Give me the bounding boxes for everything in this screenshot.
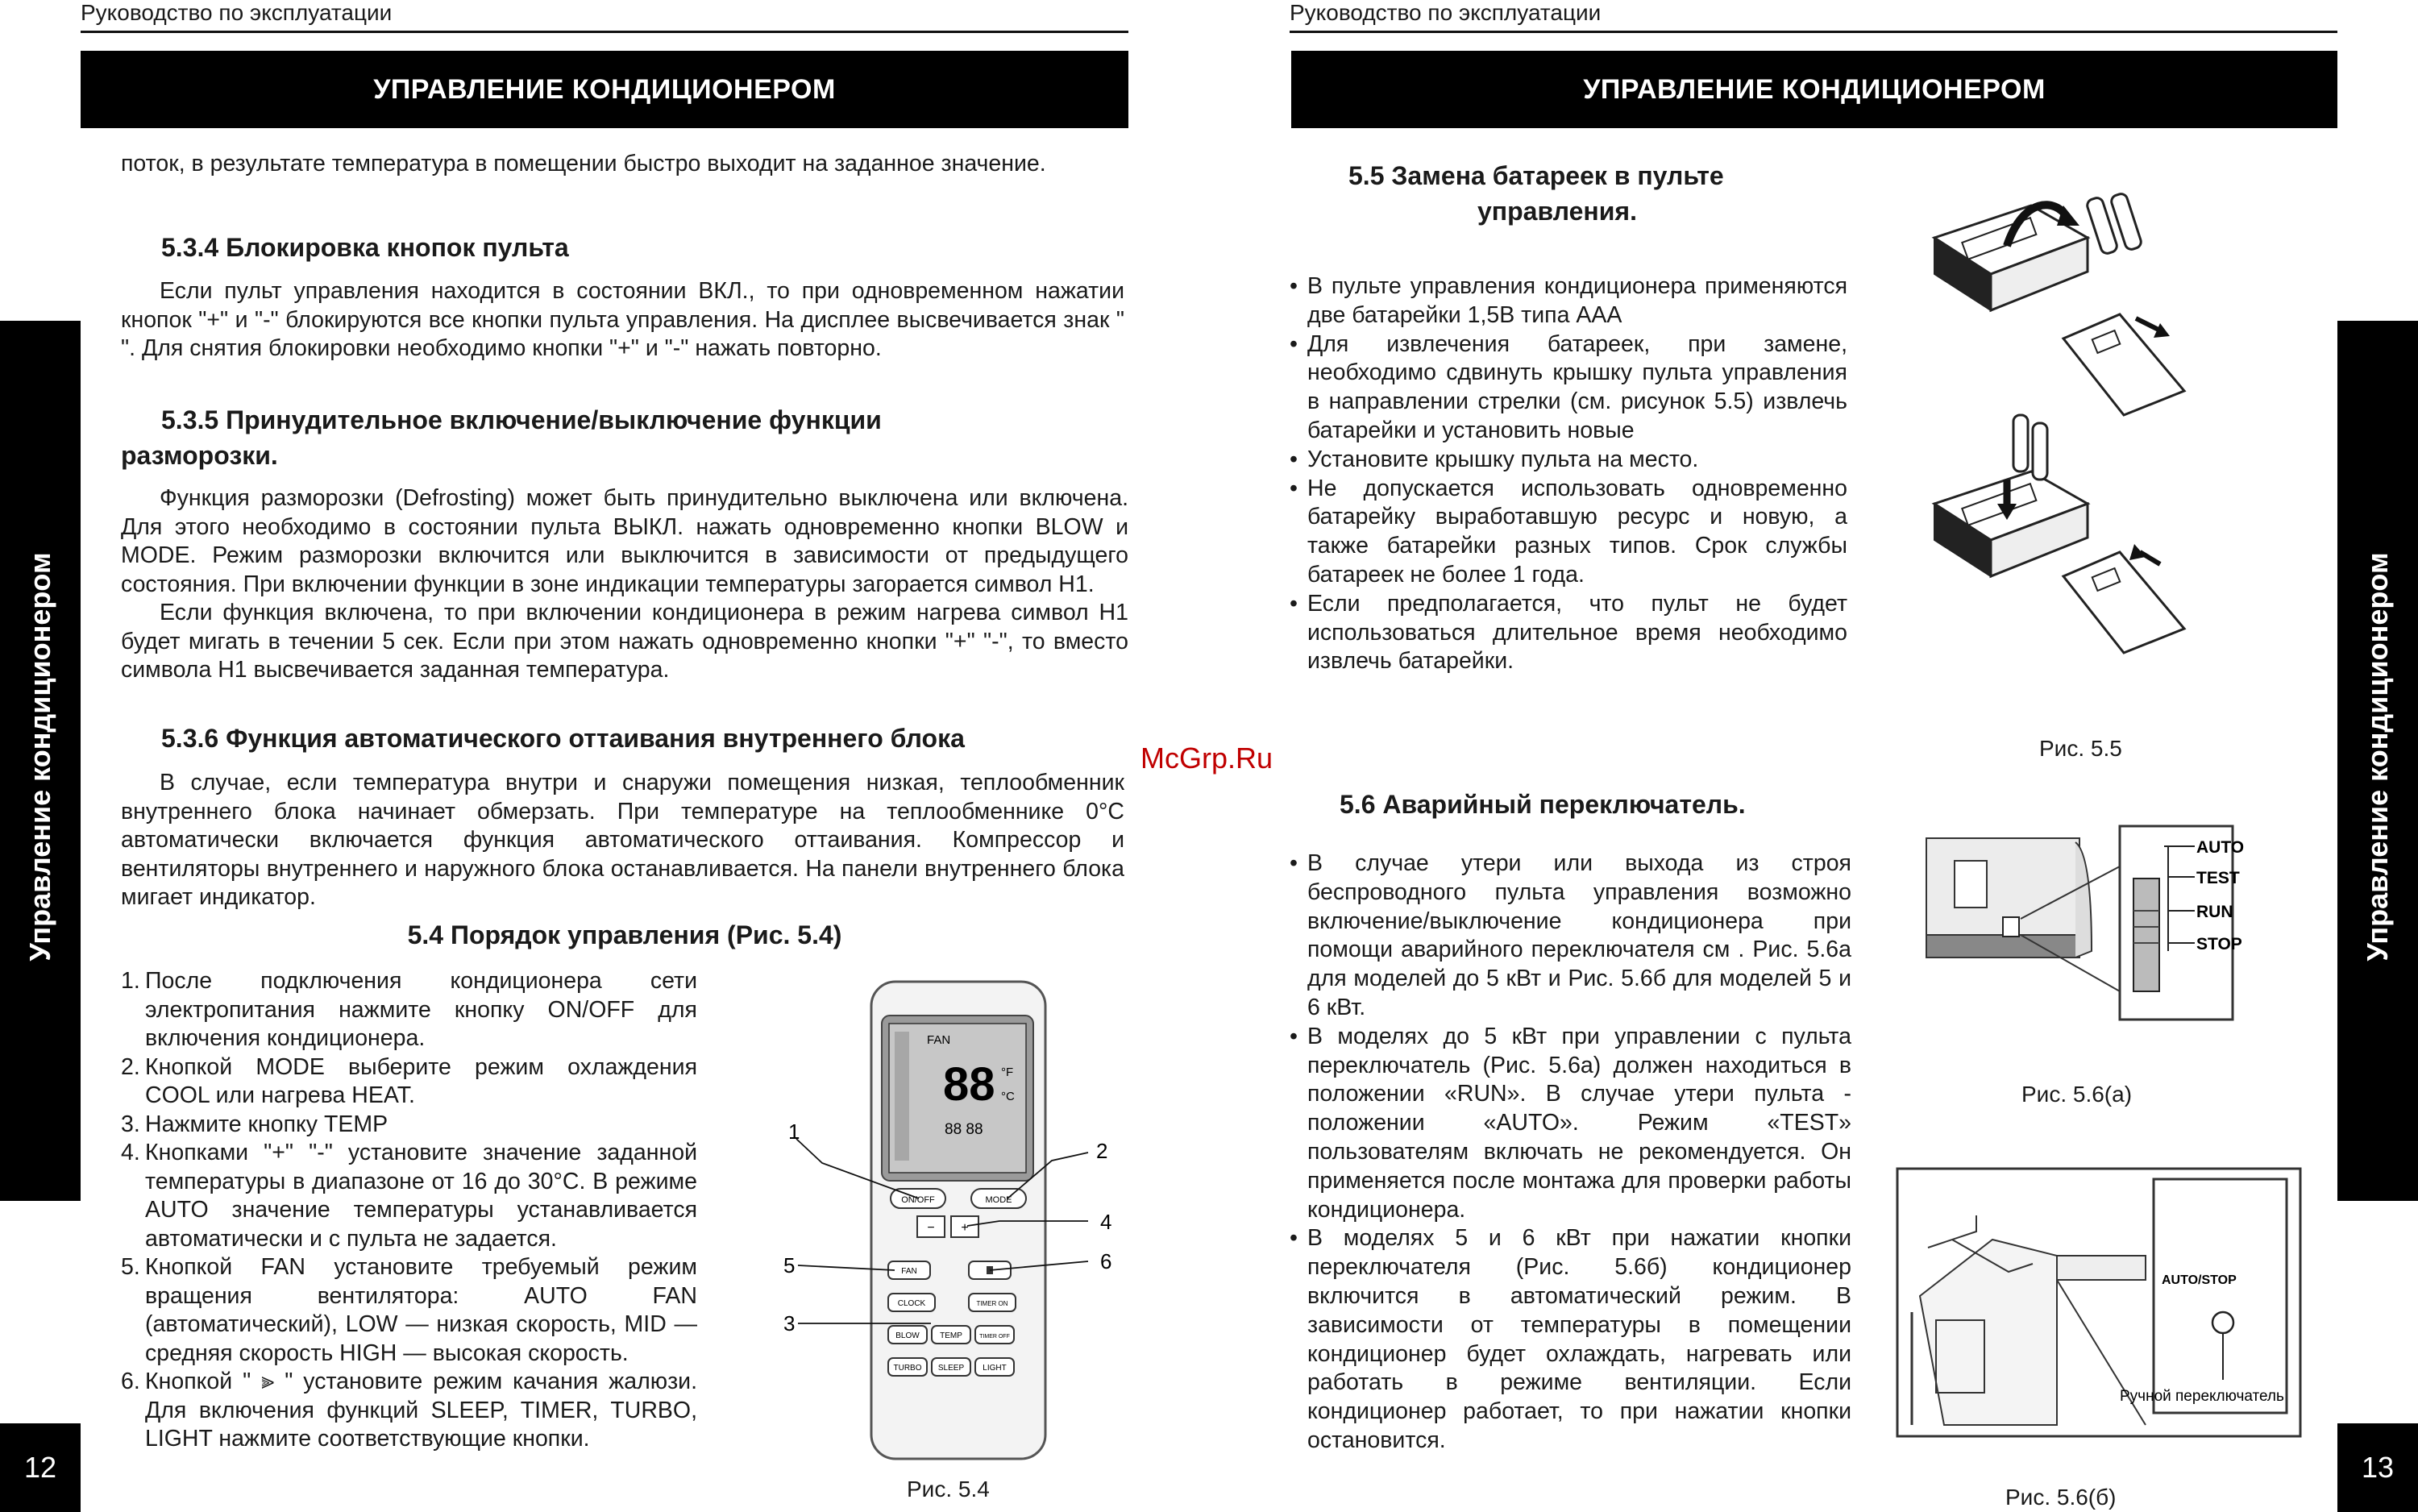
switch-slider[interactable] (2133, 879, 2159, 991)
auto-stop-label: AUTO/STOP (2162, 1273, 2237, 1287)
display-unit-c: °C (1001, 1090, 1015, 1103)
watermark: McGrp.Ru (1140, 741, 1273, 775)
switch-figure-b (1896, 1167, 2307, 1441)
section-5-5-title-line2: управления. (1477, 197, 1637, 226)
list-item: • Не допускается использовать одновременно батарейку выработавшую ресурс и новую, а также батарейки разных типов. Срок службы батареек не более 1 года. (1290, 475, 1847, 588)
left-section-banner: УПРАВЛЕНИЕ КОНДИЦИОНЕРОМ (81, 51, 1128, 128)
list-item: 6. Кнопкой " ⫸ " установите режим качания жалюзи. Для включения функций SLEEP, TIMER, TURBO, LIGHT нажмите соответствующие кнопки. (121, 1369, 697, 1452)
intro-paragraph: поток, в результате температура в помещении быстро выходит на заданное значение. (121, 151, 1046, 177)
list-item: 2. Кнопкой MODE выберите режим охлаждения COOL или нагрева HEAT. (121, 1053, 697, 1108)
fan-button-label: FAN (901, 1267, 917, 1276)
list-item: • В случае утери или выхода из строя беспроводного пульта управления возможно включение/выключение кондиционера при помощи аварийного переключателя см . Рис. 5.6а для моделей до 5 кВт и Рис. 5.6б для моделей 5 и 6 кВт. (1290, 850, 1851, 1020)
temp-button-label: TEMP (940, 1331, 962, 1340)
list-item: • Установите крышку пульта на место. (1290, 446, 1699, 472)
display-fan-label: FAN (927, 1033, 951, 1047)
manual-switch-pointer-label: Ручной переключатель (2120, 1388, 2284, 1405)
section-5-5-title-line1: 5.5 Замена батареек в пульте (1348, 161, 1724, 190)
section-5-6-title: 5.6 Аварийный переключатель. (1340, 790, 1746, 819)
callout-1: 1 (788, 1119, 800, 1144)
figure-5-4-caption: Рис. 5.4 (907, 1477, 990, 1502)
left-head-rule (81, 31, 1128, 33)
battery-bullets (1291, 272, 1847, 676)
display-unit-f: °F (1001, 1065, 1014, 1079)
switch-label-run: RUN (2196, 903, 2233, 921)
battery-step-top (1934, 193, 2184, 415)
on-off-button-label: ON/OFF (901, 1195, 935, 1205)
callout-3: 3 (783, 1311, 796, 1335)
right-section-banner: УПРАВЛЕНИЕ КОНДИЦИОНЕРОМ (1291, 51, 2337, 128)
remote-control-figure (766, 971, 1120, 1471)
switch-label-test: TEST (2196, 869, 2240, 887)
section-5-3-5-title-line1: 5.3.5 Принудительное включение/выключение функции (161, 405, 882, 434)
list-item: 3. Нажмите кнопку TEMP (121, 1111, 388, 1137)
timer-on-button-label: TIMER ON (976, 1300, 1008, 1307)
left-side-tab (0, 321, 81, 1201)
callout-4: 4 (1100, 1210, 1112, 1234)
left-running-head: Руководство по эксплуатации (81, 0, 393, 25)
right-side-tab-label: Управление кондиционером (2361, 552, 2394, 962)
control-steps-list (121, 967, 697, 1454)
mode-button-label: MODE (985, 1195, 1012, 1205)
switch-panel-zoom (2154, 1179, 2287, 1413)
list-item: • В моделях 5 и 6 кВт при нажатии кнопки переключателя (Рис. 5.6б) кондиционер включится в автоматический режим. В зависимости от температуры в помещении кондиционер будет охлаждать, нагревать или работать в режиме вентиляции. Если кондиционер работает, то при нажатии кнопки остановится. (1290, 1225, 1851, 1453)
section-5-3-6-title: 5.3.6 Функция автоматического оттаивания внутреннего блока (161, 724, 965, 753)
manual-switch-button[interactable] (2212, 1312, 2233, 1333)
list-item: 4. Кнопками "+" "-" установите значение заданной температуры в диапазоне от 16 до 30°С. В режиме AUTO значение температуры устанавливается автоматически и с пульта не задается. (121, 1140, 697, 1252)
figure-5-5-caption: Рис. 5.5 (2039, 736, 2122, 761)
switch-figure-a (1922, 822, 2269, 1040)
left-side-tab-label: Управление кондиционером (23, 552, 56, 962)
section-5-3-4-text: Если пульт управления находится в состоянии ВКЛ., то при одновременном нажатии кнопок "+" и "-" блокируются все кнопки пульта управления. На дисплее высвечивается знак " ". Для снятия блокировки необходимо кнопки "+" и "-" нажать повторно. (121, 278, 1124, 361)
right-head-rule (1290, 31, 2337, 33)
sleep-button-label: SLEEP (937, 1364, 965, 1373)
right-page-number: 13 (2337, 1423, 2418, 1512)
section-5-3-5-title-line2: разморозки. (121, 441, 278, 470)
list-item: 1. После подключения кондиционера сети электропитания нажмите кнопку ON/OFF для включения кондиционера. (121, 968, 697, 1051)
timer-off-button-label: TIMER OFF (979, 1334, 1010, 1340)
callout-5: 5 (783, 1253, 796, 1277)
list-item: • В пульте управления кондиционера применяются две батарейки 1,5В типа ААА (1290, 273, 1847, 328)
blow-button-label: BLOW (895, 1331, 920, 1340)
turbo-button-label: TURBO (893, 1364, 922, 1373)
list-item: 5. Кнопкой FAN установите требуемый режим вращения вентилятора: AUTO FAN (автоматический), LOW — низкая скорость, MID — средняя скорость HIGH — высокая скорость. (121, 1254, 697, 1366)
display-small-digits: 88 88 (945, 1121, 983, 1138)
battery-cover-2 (2063, 552, 2184, 653)
display-icon-column (895, 1032, 909, 1161)
battery-3 (2013, 415, 2028, 471)
figure-5-6a-caption: Рис. 5.6(а) (2021, 1082, 2133, 1107)
callout-6: 6 (1100, 1249, 1112, 1273)
switch-location (2003, 917, 2019, 937)
battery-step-bottom (1934, 415, 2184, 653)
section-5-3-4-title: 5.3.4 Блокировка кнопок пульта (161, 233, 569, 262)
clock-button-label: CLOCK (897, 1299, 926, 1308)
figure-5-6b-caption: Рис. 5.6(б) (2005, 1485, 2117, 1510)
right-running-head: Руководство по эксплуатации (1290, 0, 1602, 25)
plus-button-label: + (961, 1221, 969, 1235)
minus-button-label: − (927, 1221, 935, 1235)
callout-2: 2 (1096, 1139, 1108, 1163)
battery-4 (2033, 423, 2047, 480)
light-button-label: LIGHT (983, 1364, 1007, 1373)
left-page-number: 12 (0, 1423, 81, 1512)
switch-label-stop: STOP (2196, 935, 2242, 953)
switch-label-auto: AUTO (2196, 838, 2245, 857)
battery-figure (1918, 181, 2225, 729)
battery-cover (2063, 314, 2184, 415)
list-item: • В моделях до 5 кВт при управлении с пульта переключатель (Рис. 5.6а) должен находиться в положении «RUN». В случае утери пульта - положении «AUTO». Режим «TEST» пользователям включать не рекомендуется. Он применяется после монтажа для проверки работы кондиционера. (1290, 1023, 1851, 1223)
list-item: • Если предполагается, что пульт не будет использоваться длительное время необходимо извлечь батарейки. (1290, 590, 1847, 675)
right-side-tab (2337, 321, 2418, 1201)
emergency-switch-bullets (1291, 849, 1851, 1456)
section-5-3-5-text: Функция разморозки (Defrosting) может быть принудительно выключена или включена. Для этого необходимо в состоянии пульта ВЫКЛ. нажать одновременно кнопки BLOW и MODE. Режим разморозки включится или выключится в зависимости от предыдущего состояния. При включении функции в зоне индикации температуры загорается символ H1. Если функция включена, то при включении кондиционера в режим нагрева символ H1 будет мигать в течении 5 сек. Если при этом нажать одновременно кнопки "+" "-", то вместо символа H1 высвечивается заданная температура. (121, 485, 1128, 683)
section-5-4-title: 5.4 Порядок управления (Рис. 5.4) (407, 920, 842, 949)
display-big-digits: 88 (943, 1058, 995, 1111)
list-item: • Для извлечения батареек, при замене, необходимо сдвинуть крышку пульта управления в направлении стрелки (см. рисунок 5.5) извлечь батарейки и установить новые (1290, 330, 1847, 443)
section-5-3-6-text: В случае, если температура внутри и снаружи помещения низкая, теплообменник внутреннего блока начинает обмерзать. При температуре на теплообменнике 0°С автоматически включается функция автоматического оттаивания. Компрессор и вентиляторы внутреннего и наружного блока останавливается. На панели внутреннего блока мигает индикатор. (121, 770, 1124, 910)
